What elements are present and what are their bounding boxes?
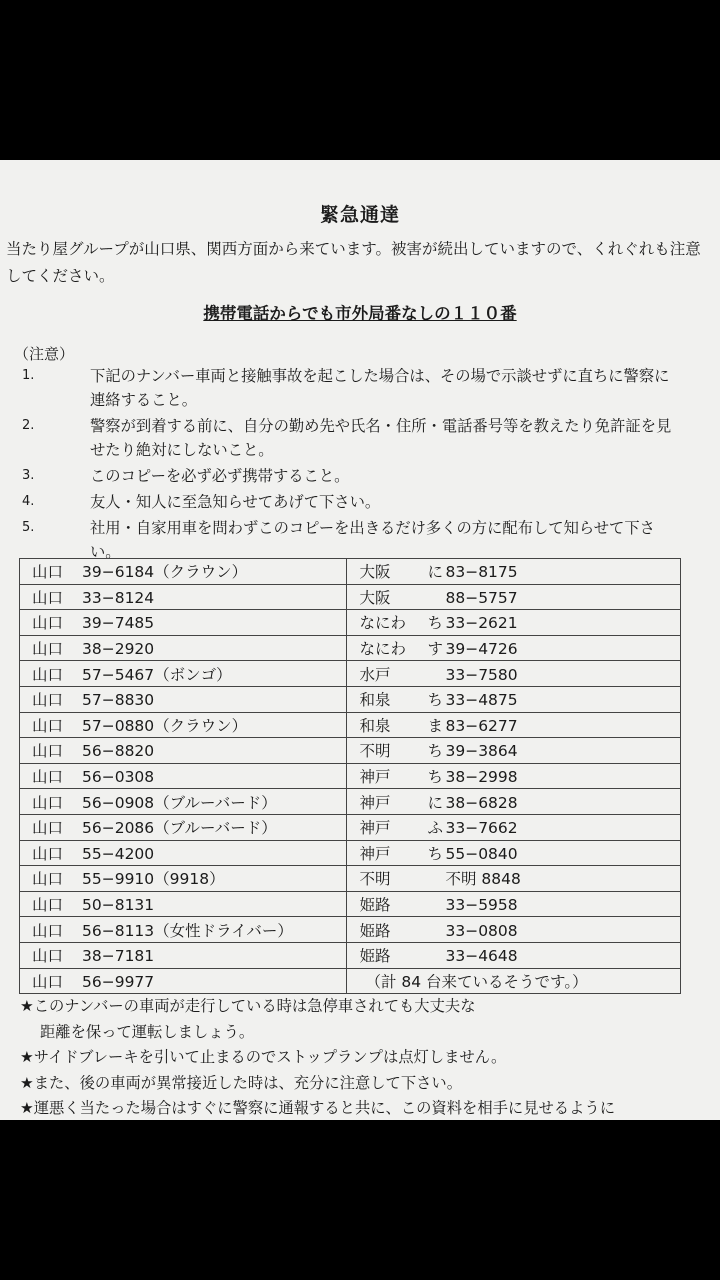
warning-text: ★このナンバーの車両が走行している時は急停車されても大丈夫な — [20, 997, 476, 1015]
other-plate-cell — [347, 559, 681, 585]
plate-number: 57−5467（ボンゴ） — [82, 665, 232, 684]
warning-list — [20, 994, 710, 1120]
table-row — [20, 635, 681, 661]
note-item — [0, 414, 720, 462]
plate-number: 56−9977 — [82, 972, 155, 991]
note-item — [0, 516, 720, 564]
plate-number: 33−0808 — [445, 921, 518, 940]
plate-region: 山口 — [32, 921, 64, 940]
plate-kana: ち — [427, 844, 443, 863]
plate-number: 56−0308 — [82, 768, 155, 787]
plate-region: 和泉 — [359, 716, 391, 735]
warning-item — [20, 994, 710, 1045]
yamaguchi-plate-cell — [20, 942, 347, 968]
table-row — [20, 559, 681, 585]
other-plate-cell — [347, 763, 681, 789]
note-number: 2. — [22, 418, 35, 433]
plate-kana: ち — [427, 614, 443, 633]
other-plate-cell — [347, 891, 681, 917]
plate-number: 38−2920 — [82, 640, 155, 659]
plate-region: 山口 — [32, 716, 64, 735]
note-item — [0, 464, 720, 488]
other-plate-cell — [347, 840, 681, 866]
note-item — [0, 364, 720, 412]
plate-region: 山口 — [32, 793, 64, 812]
table-row — [20, 738, 681, 764]
yamaguchi-plate-cell — [20, 686, 347, 712]
table-row — [20, 712, 681, 738]
plate-region: 姫路 — [359, 921, 391, 940]
plate-region: 山口 — [32, 691, 64, 710]
table-row — [20, 942, 681, 968]
note-number: 4. — [22, 494, 35, 509]
plate-table-body — [20, 559, 681, 994]
other-plate-cell — [347, 942, 681, 968]
plate-region: 水戸 — [359, 665, 391, 684]
yamaguchi-plate-cell — [20, 738, 347, 764]
plate-number: 不明 8848 — [445, 870, 521, 889]
total-count-note: （計 84 台来ているそうです。） — [347, 968, 681, 994]
warning-item — [20, 1045, 710, 1071]
yamaguchi-plate-cell — [20, 917, 347, 943]
yamaguchi-plate-cell — [20, 866, 347, 892]
notes-header: （注意） — [14, 345, 75, 363]
plate-region: 山口 — [32, 768, 64, 787]
note-text: 友人・知人に至急知らせてあげて下さい。 — [90, 493, 381, 511]
plate-number: 33−4875 — [445, 691, 518, 710]
plate-number: 56−8113（女性ドライバー） — [82, 921, 293, 940]
note-item — [0, 490, 720, 514]
plate-kana: ふ — [427, 819, 443, 838]
note-text: 警察が到着する前に、自分の勤め先や氏名・住所・電話番号等を教えたり免許証を見せたり絶対にしないこと。 — [90, 417, 672, 459]
plate-region: 山口 — [32, 742, 64, 761]
plate-region: 和泉 — [359, 691, 391, 710]
yamaguchi-plate-cell — [20, 891, 347, 917]
plate-region: なにわ — [359, 640, 406, 659]
yamaguchi-plate-cell — [20, 968, 347, 994]
note-number: 3. — [22, 468, 35, 483]
plate-number: 33−7662 — [445, 819, 518, 838]
yamaguchi-plate-cell — [20, 661, 347, 687]
plate-kana: ち — [427, 768, 443, 787]
plate-number: 33−5958 — [445, 896, 518, 915]
plate-region: 神戸 — [359, 768, 391, 787]
other-plate-cell — [347, 686, 681, 712]
plate-number: 50−8131 — [82, 896, 155, 915]
other-plate-cell — [347, 635, 681, 661]
table-row — [20, 763, 681, 789]
plate-number: 33−8124 — [82, 588, 155, 607]
plate-region: 山口 — [32, 614, 64, 633]
yamaguchi-plate-cell — [20, 814, 347, 840]
plate-number: 33−4648 — [445, 947, 518, 966]
note-text: 下記のナンバー車両と接触事故を起こした場合は、その場で示談せずに直ちに警察に連絡すること。 — [90, 367, 670, 409]
note-text: このコピーを必ず必ず携帯すること。 — [90, 467, 350, 485]
plate-region: 山口 — [32, 640, 64, 659]
plate-number: 55−9910（9918） — [82, 870, 225, 889]
plate-region: 姫路 — [359, 896, 391, 915]
plate-region: 不明 — [359, 742, 391, 761]
other-plate-cell — [347, 917, 681, 943]
table-row — [20, 917, 681, 943]
table-row — [20, 866, 681, 892]
plate-number: 56−2086（ブルーバード） — [82, 819, 277, 838]
plate-kana: す — [427, 640, 443, 659]
plate-region: 大阪 — [359, 563, 391, 582]
yamaguchi-plate-cell — [20, 712, 347, 738]
plate-number: 38−2998 — [445, 768, 518, 787]
other-plate-cell — [347, 584, 681, 610]
plate-number: 39−7485 — [82, 614, 155, 633]
plate-region: 姫路 — [359, 947, 391, 966]
plate-region: 山口 — [32, 563, 64, 582]
plate-region: 山口 — [32, 972, 64, 991]
intro-paragraph: 当たり屋グループが山口県、関西方面から来ています。被害が続出していますので、くれぐれも注意してください。 — [6, 240, 701, 285]
plate-number: 39−4726 — [445, 640, 518, 659]
notes-list — [0, 364, 720, 566]
other-plate-cell — [347, 712, 681, 738]
note-number: 1. — [22, 368, 35, 383]
plate-number: 57−0880（クラウン） — [82, 716, 248, 735]
plate-number: 56−0908（ブルーバード） — [82, 793, 277, 812]
other-plate-cell — [347, 814, 681, 840]
other-plate-cell — [347, 866, 681, 892]
note-text: 社用・自家用車を問わずこのコピーを出きるだけ多くの方に配布して知らせて下さい。 — [90, 519, 655, 561]
plate-region: 山口 — [32, 819, 64, 838]
warning-text: ★また、後の車両が異常接近した時は、充分に注意して下さい。 — [20, 1073, 463, 1092]
plate-number: 56−8820 — [82, 742, 155, 761]
warning-text: ★サイドブレーキを引いて止まるのでストップランプは点灯しません。 — [20, 1048, 507, 1066]
table-row — [20, 610, 681, 636]
plate-number: 33−7580 — [445, 665, 518, 684]
plate-region: 神戸 — [359, 793, 391, 812]
page-title: 緊急通達 — [319, 204, 400, 226]
other-plate-cell — [347, 610, 681, 636]
table-row — [20, 891, 681, 917]
plate-region: 山口 — [32, 896, 64, 915]
warning-item — [20, 1071, 710, 1097]
table-row — [20, 840, 681, 866]
plate-region: 山口 — [32, 665, 64, 684]
plate-number: 39−6184（クラウン） — [82, 563, 248, 582]
plate-region: 山口 — [32, 947, 64, 966]
plate-number: 39−3864 — [445, 742, 518, 761]
table-row — [20, 968, 681, 994]
plate-number: 38−6828 — [445, 793, 518, 812]
table-row — [20, 661, 681, 687]
yamaguchi-plate-cell — [20, 789, 347, 815]
plate-region: 山口 — [32, 844, 64, 863]
plate-region: 山口 — [32, 870, 64, 889]
table-row — [20, 814, 681, 840]
warning-text-continued: 距離を保って運転しましょう。 — [40, 1022, 255, 1041]
plate-number: 55−0840 — [445, 844, 518, 863]
other-plate-cell — [347, 738, 681, 764]
yamaguchi-plate-cell — [20, 559, 347, 585]
plate-region: 不明 — [359, 870, 391, 889]
plate-region: 神戸 — [359, 819, 391, 838]
table-row — [20, 686, 681, 712]
plate-number: 57−8830 — [82, 691, 155, 710]
yamaguchi-plate-cell — [20, 610, 347, 636]
table-row — [20, 584, 681, 610]
yamaguchi-plate-cell — [20, 763, 347, 789]
yamaguchi-plate-cell — [20, 584, 347, 610]
other-plate-cell — [347, 661, 681, 687]
yamaguchi-plate-cell — [20, 635, 347, 661]
plate-region: 神戸 — [359, 844, 391, 863]
license-plate-table — [19, 558, 681, 994]
other-plate-cell — [347, 789, 681, 815]
table-row — [20, 789, 681, 815]
emergency-subheading — [0, 300, 720, 324]
warning-text: ★運悪く当たった場合はすぐに警察に通報すると共に、この資料を相手に見せるように — [20, 1099, 615, 1117]
plate-number: 88−5757 — [445, 588, 518, 607]
plate-kana: ち — [427, 691, 443, 710]
subheading-text: 携帯電話からでも市外局番なしの１１０番 — [203, 304, 517, 323]
warning-item — [20, 1096, 710, 1120]
plate-region: 大阪 — [359, 588, 391, 607]
plate-region: なにわ — [359, 614, 406, 633]
plate-number: 33−2621 — [445, 614, 518, 633]
yamaguchi-plate-cell — [20, 840, 347, 866]
plate-kana: に — [427, 793, 443, 812]
plate-number: 38−7181 — [82, 947, 155, 966]
plate-kana: ま — [427, 716, 443, 735]
plate-kana: に — [427, 563, 443, 582]
document-page — [0, 160, 720, 1120]
plate-number: 83−8175 — [445, 563, 518, 582]
note-number: 5. — [22, 520, 35, 535]
plate-number: 55−4200 — [82, 844, 155, 863]
plate-region: 山口 — [32, 588, 64, 607]
plate-kana: ち — [427, 742, 443, 761]
plate-number: 83−6277 — [445, 716, 518, 735]
